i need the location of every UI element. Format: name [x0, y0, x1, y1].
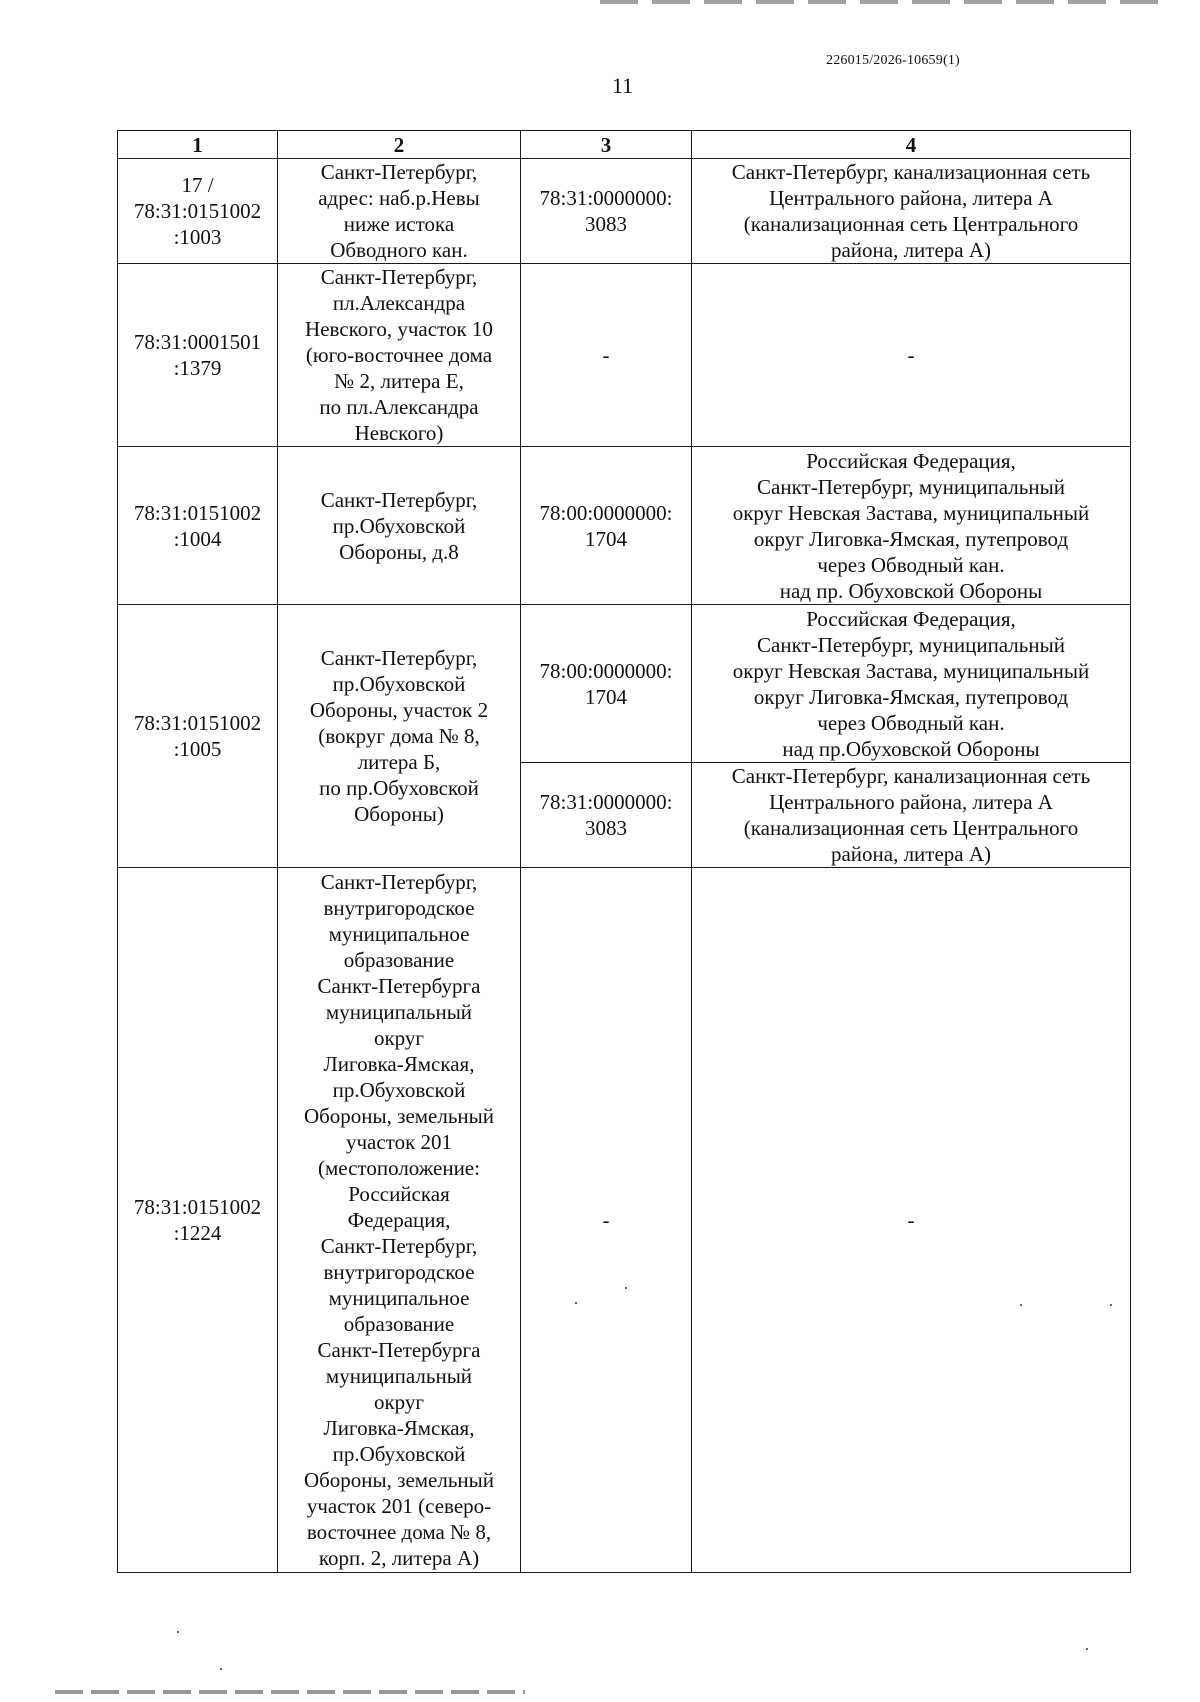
document-registration-number: 226015/2026-10659(1): [826, 53, 960, 68]
related-object-description-cell: Российская Федерация, Санкт-Петербург, муниципальный округ Невская Застава, муниципальный округ Лиговка-Ямская, путепровод через Обводный кан. над пр. Обуховской Обороны: [692, 447, 1131, 605]
address-cell: Санкт-Петербург, пр.Обуховской Обороны, участок 2 (вокруг дома № 8, литера Б, по пр.Обуховской Обороны): [278, 605, 521, 868]
table-row: [118, 159, 1131, 264]
table-row: [118, 264, 1131, 447]
related-object-description-cell: Санкт-Петербург, канализационная сеть Центрального района, литера А (канализационная сеть Центрального района, литера А): [692, 159, 1131, 264]
related-cadastral-number-cell: -: [521, 264, 692, 447]
address-cell: Санкт-Петербург, пр.Обуховской Обороны, д.8: [278, 447, 521, 605]
page-number: 11: [612, 73, 634, 98]
scan-speck: [1086, 1648, 1088, 1650]
scan-artifact-bottom: [55, 1690, 525, 1694]
scan-speck: [220, 1668, 222, 1670]
address-cell: Санкт-Петербург, адрес: наб.р.Невы ниже истока Обводного кан.: [278, 159, 521, 264]
column-header-2: 2: [278, 131, 521, 159]
address-cell: Санкт-Петербург, внутригородское муниципальное образование Санкт-Петербурга муниципальный округ Лиговка-Ямская, пр.Обуховской Обороны, земельный участок 201 (местоположение: Российская Федерация, Санкт-Петербург, внутригородское муниципальное образование Санкт-Петербурга муниципальный округ Лиговка-Ямская, пр.Обуховской Обороны, земельный участок 201 (северо- восточнее дома № 8, корп. 2, литера А): [278, 868, 521, 1573]
related-cadastral-number-cell: 78:31:0000000: 3083: [521, 159, 692, 264]
cadastral-number-cell: 78:31:0151002 :1004: [118, 447, 278, 605]
column-header-1: 1: [118, 131, 278, 159]
cadastral-number-cell: 17 / 78:31:0151002 :1003: [118, 159, 278, 264]
related-object-description-cell: -: [692, 264, 1131, 447]
table-header-row: [118, 131, 1131, 159]
cadastral-number-cell: 78:31:0151002 :1005: [118, 605, 278, 868]
scan-speck: [625, 1287, 627, 1289]
scan-artifact-top: [600, 0, 1160, 4]
scan-speck: [575, 1302, 577, 1304]
related-object-description-cell: Российская Федерация, Санкт-Петербург, муниципальный округ Невская Застава, муниципальный округ Лиговка-Ямская, путепровод через Обводный кан. над пр.Обуховской Обороны: [692, 605, 1131, 763]
table-row: [118, 605, 1131, 763]
cadastral-number-cell: 78:31:0001501 :1379: [118, 264, 278, 447]
address-cell: Санкт-Петербург, пл.Александра Невского, участок 10 (юго-восточнее дома № 2, литера Е, по пл.Александра Невского): [278, 264, 521, 447]
related-cadastral-number-cell: 78:00:0000000: 1704: [521, 605, 692, 763]
table-row: [118, 447, 1131, 605]
related-cadastral-number-cell: 78:31:0000000: 3083: [521, 763, 692, 868]
scan-speck: [1110, 1304, 1112, 1306]
scan-speck: [177, 1631, 179, 1633]
column-header-4: 4: [692, 131, 1131, 159]
scan-speck: [1020, 1304, 1022, 1306]
related-object-description-cell: Санкт-Петербург, канализационная сеть Центрального района, литера А (канализационная сеть Центрального района, литера А): [692, 763, 1131, 868]
table-row: [118, 868, 1131, 1573]
column-header-3: 3: [521, 131, 692, 159]
cadastral-number-cell: 78:31:0151002 :1224: [118, 868, 278, 1573]
related-object-description-cell: -: [692, 868, 1131, 1573]
cadastral-table: [117, 130, 1131, 1573]
related-cadastral-number-cell: -: [521, 868, 692, 1573]
related-cadastral-number-cell: 78:00:0000000: 1704: [521, 447, 692, 605]
